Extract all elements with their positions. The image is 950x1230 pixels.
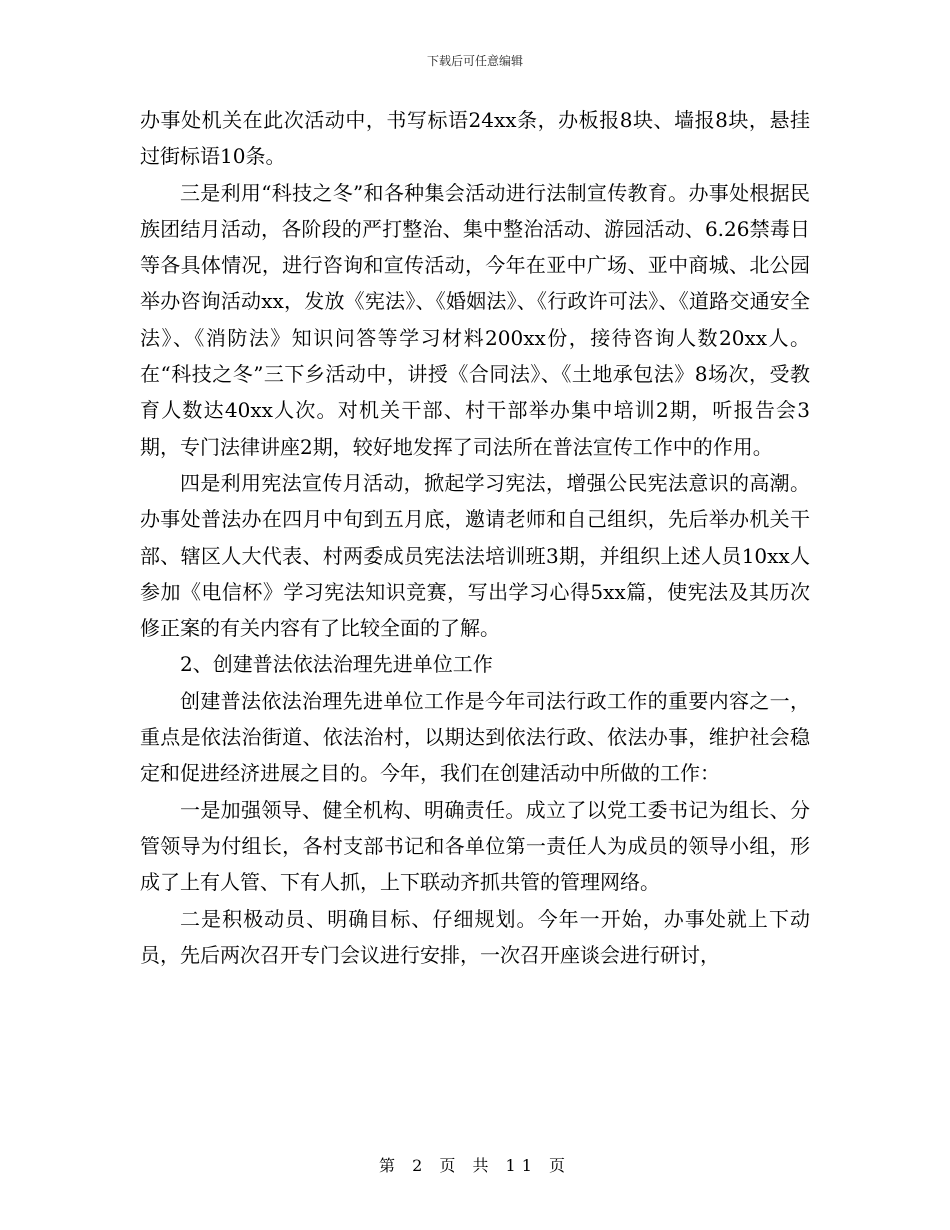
paragraph-6: 一是加强领导、健全机构、明确责任。成立了以党工委书记为组长、分管领导为付组长，各村支部书记和各单位第一责任人为成员的领导小组，形成了上有人管、下有人抓，上下联动齐抓共管的管理网络。	[140, 797, 810, 895]
paragraph-2: 三是利用“科技之冬”和各种集会活动进行法制宣传教育。办事处根据民族团结月活动，各阶段的严打整治、集中整治活动、游园活动、6.26禁毒日等各具体情况，进行咨询和宣传活动，今年在亚中广场、亚中商城、北公园举办咨询活动xx，发放《宪法》、《婚姻法》、《行政许可法》、《道路交通安全法》、《消防法》知识问答等学习材料200xx份，接待咨询人数20xx人。在“科技之冬”三下乡活动中，讲授《合同法》、《土地承包法》8场次，受教育人数达40xx人次。对机关干部、村干部举办集中培训2期，听报告会3期，专门法律讲座2期，较好地发挥了司法所在普法宣传工作中的作用。	[140, 180, 810, 459]
document-body	[140, 102, 810, 973]
paragraph-1: 办事处机关在此次活动中，书写标语24xx条，办板报8块、墙报8块，悬挂过街标语10条。	[140, 108, 810, 169]
paragraph-3: 四是利用宪法宣传月活动，掀起学习宪法，增强公民宪法意识的高潮。办事处普法办在四月中旬到五月底，邀请老师和自己组织，先后举办机关干部、辖区人大代表、村两委成员宪法法培训班3期，并组织上述人员10xx人参加《电信杯》学习宪法知识竞赛，写出学习心得5xx篇，使宪法及其历次修正案的有关内容有了比较全面的了解。	[140, 470, 810, 641]
paragraph-5: 创建普法依法治理先进单位工作是今年司法行政工作的重要内容之一，重点是依法治街道、依法治村，以期达到依法行政、依法办事，维护社会稳定和促进经济进展之目的。今年，我们在创建活动中所做的工作：	[140, 688, 810, 786]
page-header: 下载后可任意编辑	[426, 54, 523, 68]
page-number-footer: 第 2 页 共 11 页	[379, 1156, 571, 1175]
paragraph-7: 二是积极动员、明确目标、仔细规划。今年一开始，办事处就上下动员，先后两次召开专门会议进行安排，一次召开座谈会进行研讨，	[140, 906, 810, 967]
section-heading: 2、创建普法依法治理先进单位工作	[180, 652, 493, 677]
